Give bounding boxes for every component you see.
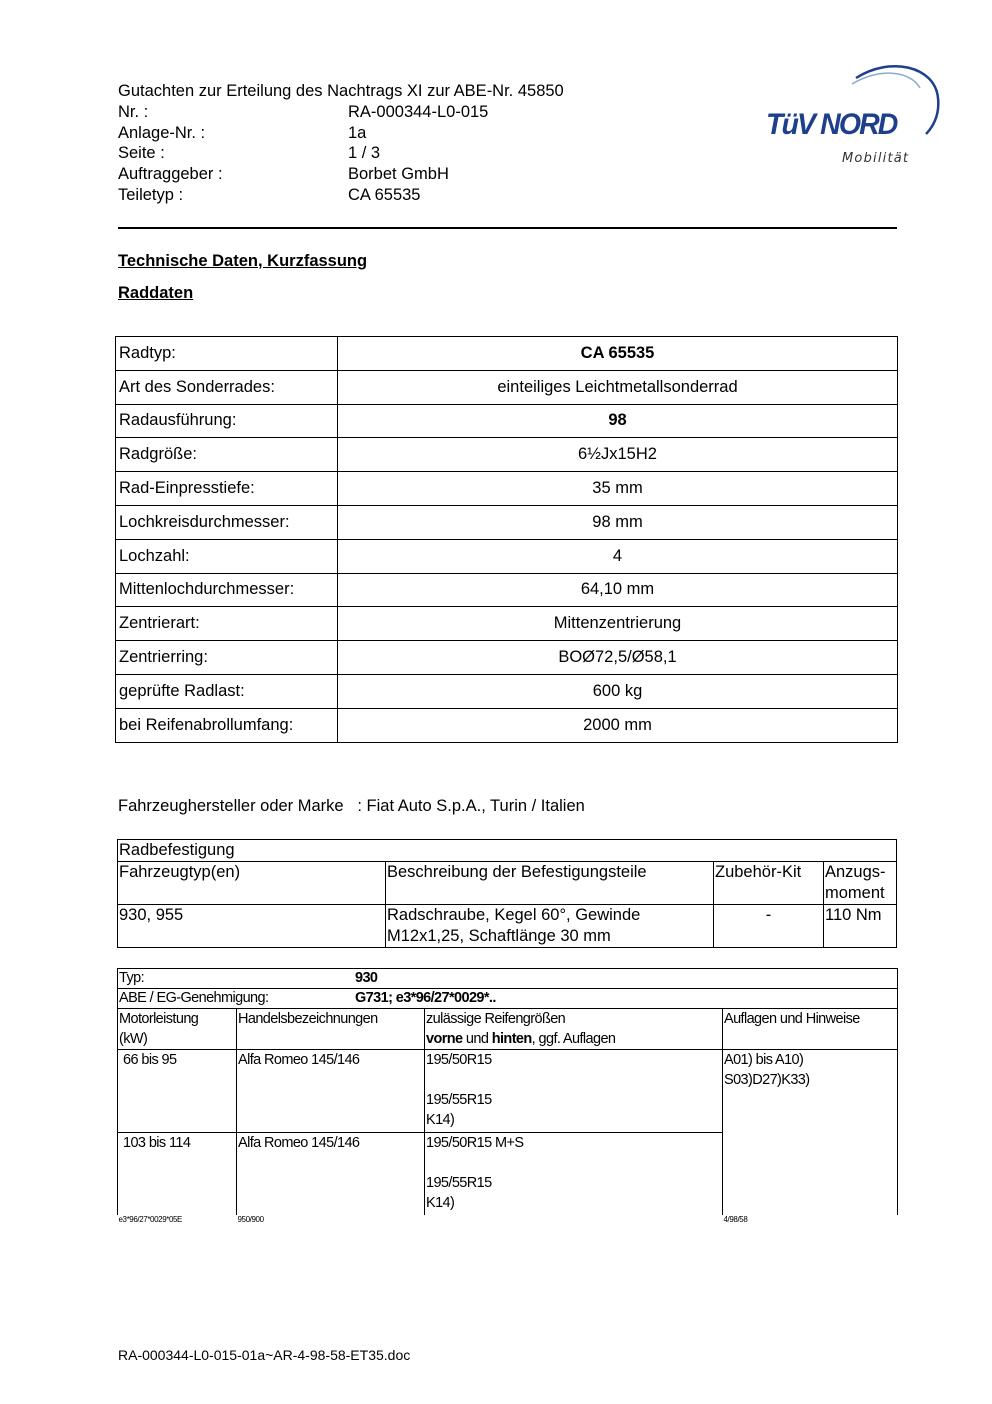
footer-code: 4/98/58 <box>723 1215 748 1224</box>
row-value: einteiliges Leichtmetallsonderrad <box>338 370 898 404</box>
row-value: CA 65535 <box>338 337 898 371</box>
subsection-title: Raddaten <box>118 284 194 302</box>
cell-description <box>386 905 714 948</box>
header-label: Nr. : <box>118 102 149 121</box>
header-label: Anlage-Nr. : <box>118 123 206 142</box>
header-anzugsmoment <box>824 862 897 905</box>
cell-notes <box>723 1050 898 1216</box>
cell-name: Alfa Romeo 145/146 <box>237 1133 425 1216</box>
header-label: Auftraggeber : <box>118 165 223 184</box>
tyre-line: 195/55R15 <box>426 1092 492 1108</box>
header-row-teiletyp <box>118 185 718 206</box>
cell-power: 66 bis 95 <box>118 1050 237 1133</box>
logo-sub-text: Mobilität <box>842 151 910 166</box>
row-label: Zentrierart: <box>116 607 338 641</box>
table-row <box>116 370 898 404</box>
header-moment-line: Anzugs- <box>825 863 886 881</box>
cell-moment: 110 Nm <box>824 905 897 948</box>
header-value: 1a <box>348 123 367 142</box>
description-line: Radschraube, Kegel 60°, Gewinde <box>387 906 641 924</box>
header-line: zulässige Reifengrößen <box>426 1011 566 1027</box>
cell-tyres <box>425 1050 723 1133</box>
row-label: Radtyp: <box>116 337 338 371</box>
header-value: CA 65535 <box>348 185 421 204</box>
header-bold-vorne: vorne <box>426 1031 463 1047</box>
abe-row <box>118 989 898 1009</box>
row-label: Radgröße: <box>116 438 338 472</box>
table-row <box>116 573 898 607</box>
row-label: Radausführung: <box>116 404 338 438</box>
radbefestigung-title: Radbefestigung <box>118 840 897 862</box>
header-bold-hinten: hinten <box>491 1031 532 1047</box>
header-text: und <box>462 1031 492 1047</box>
header-line: Motorleistung <box>119 1011 199 1027</box>
table-header-row <box>118 862 897 905</box>
header-row-nr <box>118 102 718 123</box>
abe-value: G731; e3*96/27*0029*.. <box>355 990 496 1006</box>
document-header <box>118 81 718 206</box>
cell-kit: - <box>714 905 824 948</box>
row-value: 64,10 mm <box>338 573 898 607</box>
document-title: Gutachten zur Erteilung des Nachtrags XI zur ABE-Nr. 45850 <box>118 82 564 100</box>
typ-cell <box>118 969 898 989</box>
row-value: 4 <box>338 539 898 573</box>
table-row <box>116 539 898 573</box>
footer-filename: RA-000344-L0-015-01a~AR-4-98-58-ET35.doc <box>118 1347 411 1363</box>
notes-line: A01) bis A10) <box>724 1052 804 1068</box>
table-row <box>116 438 898 472</box>
header-value: 1 / 3 <box>348 144 381 163</box>
footer-code: 950/900 <box>237 1215 264 1224</box>
footer-code-empty <box>425 1215 723 1225</box>
table-row <box>116 472 898 506</box>
table-row <box>118 840 897 862</box>
table-row <box>116 337 898 371</box>
manufacturer-value: : Fiat Auto S.p.A., Turin / Italien <box>357 797 585 815</box>
row-label: Mittenlochdurchmesser: <box>116 573 338 607</box>
header-reifengroessen <box>425 1009 723 1050</box>
row-label: bei Reifenabrollumfang: <box>116 708 338 742</box>
abe-label: ABE / EG-Genehmigung: <box>119 990 269 1006</box>
table-row <box>116 674 898 708</box>
row-label: Rad-Einpresstiefe: <box>116 472 338 506</box>
table-row <box>118 1050 898 1133</box>
header-line: (kW) <box>119 1031 148 1047</box>
typ-row <box>118 969 898 989</box>
row-value: 600 kg <box>338 674 898 708</box>
row-value: 98 <box>338 404 898 438</box>
table-row <box>116 607 898 641</box>
notes-line: S03)D27)K33) <box>724 1072 810 1088</box>
row-value: Mittenzentrierung <box>338 607 898 641</box>
section-title: Technische Daten, Kurzfassung <box>118 252 368 270</box>
tuev-nord-logo <box>760 58 945 173</box>
row-value: 6½Jx15H2 <box>338 438 898 472</box>
row-value: 2000 mm <box>338 708 898 742</box>
row-value: BOØ72,5/Ø58,1 <box>338 641 898 675</box>
radbefestigung-table <box>117 839 897 948</box>
cell-name: Alfa Romeo 145/146 <box>237 1050 425 1133</box>
row-value: 98 mm <box>338 505 898 539</box>
tyre-line: 195/50R15 <box>426 1052 492 1068</box>
header-fahrzeugtypen: Fahrzeugtyp(en) <box>118 862 386 905</box>
typ-label: Typ: <box>119 970 144 986</box>
header-label: Teiletyp : <box>118 185 184 204</box>
header-value: RA-000344-L0-015 <box>348 102 489 121</box>
typ-table <box>117 968 898 1225</box>
footer-codes-row <box>118 1215 898 1225</box>
description-line: M12x1,25, Schaftlänge 30 mm <box>387 927 611 945</box>
header-row-seite <box>118 143 718 164</box>
header-zubehoer-kit: Zubehör-Kit <box>714 862 824 905</box>
footer-code: e3*96/27*0029*05E <box>118 1215 182 1224</box>
row-value: 35 mm <box>338 472 898 506</box>
header-label: Seite : <box>118 144 165 163</box>
table-row <box>116 708 898 742</box>
cell-power: 103 bis 114 <box>118 1133 237 1216</box>
row-label: Lochkreisdurchmesser: <box>116 505 338 539</box>
manufacturer-label: Fahrzeughersteller oder Marke <box>118 797 344 815</box>
row-label: Lochzahl: <box>116 539 338 573</box>
table-row <box>116 404 898 438</box>
header-text: , ggf. Auflagen <box>531 1031 616 1047</box>
header-beschreibung: Beschreibung der Befestigungsteile <box>386 862 714 905</box>
cell-tyres <box>425 1133 723 1216</box>
raddaten-table <box>115 336 898 743</box>
logo-brand-text: TüV NORD <box>766 108 897 141</box>
abe-cell <box>118 989 898 1009</box>
tyre-line: K14) <box>426 1195 455 1211</box>
table-row <box>118 905 897 948</box>
header-handelsbezeichnungen: Handelsbezeichnungen <box>237 1009 425 1050</box>
typ-value: 930 <box>355 970 378 986</box>
header-value: Borbet GmbH <box>348 165 449 184</box>
tyre-line: K14) <box>426 1112 455 1128</box>
row-label: geprüfte Radlast: <box>116 674 338 708</box>
header-moment-line: moment <box>825 884 885 902</box>
table-header-row <box>118 1009 898 1050</box>
cell-types: 930, 955 <box>118 905 386 948</box>
manufacturer-line <box>118 797 585 816</box>
row-label: Zentrierring: <box>116 641 338 675</box>
header-auflagen: Auflagen und Hinweise <box>723 1009 898 1050</box>
header-motorleistung <box>118 1009 237 1050</box>
header-line <box>426 1029 721 1049</box>
header-row-anlage <box>118 123 718 144</box>
table-row <box>116 641 898 675</box>
header-divider <box>118 227 897 229</box>
tyre-line: 195/50R15 M+S <box>426 1135 524 1151</box>
header-row-auftraggeber <box>118 164 718 185</box>
table-row <box>116 505 898 539</box>
tyre-line: 195/55R15 <box>426 1175 492 1191</box>
row-label: Art des Sonderrades: <box>116 370 338 404</box>
